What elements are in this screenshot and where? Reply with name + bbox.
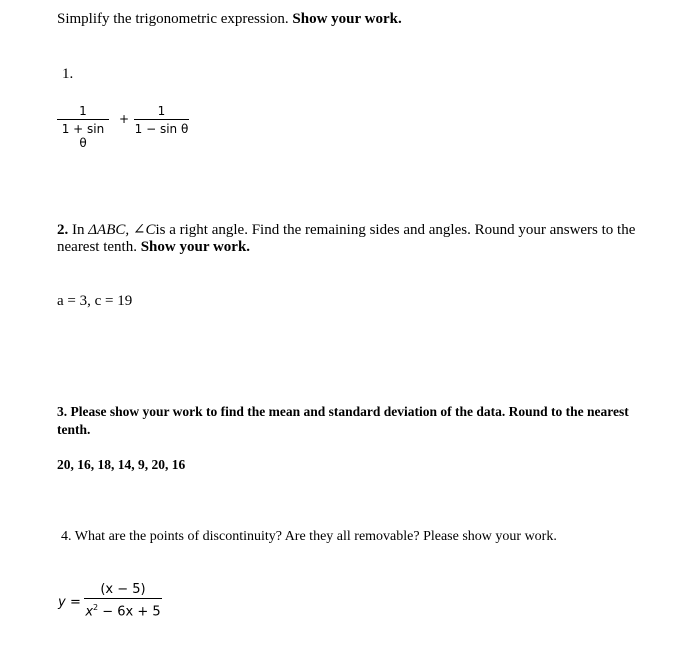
q2-number: 2. <box>57 222 69 238</box>
q2-text-in: In <box>72 222 85 238</box>
q4-text: 4. What are the points of discontinuity? Are they all removable? Please show your work. <box>61 529 557 544</box>
q4-fraction <box>84 583 162 619</box>
q1-frac2-bar <box>134 119 189 120</box>
q2-angle: ∠C <box>132 222 156 238</box>
q1-fraction-1 <box>57 104 109 150</box>
q4-den-rest: − 6x + 5 <box>102 604 161 620</box>
q4-denominator <box>84 601 162 619</box>
instruction-bold: Show your work. <box>292 11 402 27</box>
q2-text-rest: is a right angle. Find the remaining sides and angles. Round your answers to the <box>155 222 636 238</box>
instruction-line <box>57 11 402 28</box>
q2-line-2 <box>57 239 250 256</box>
q1-frac1-denominator: 1 + sin θ <box>61 122 105 150</box>
q1-frac1-bar <box>57 119 109 120</box>
instruction-text: Simplify the trigonometric expression. <box>57 11 289 27</box>
q1-frac2-numerator: 1 <box>157 104 166 118</box>
q2-line2-text: nearest tenth. <box>57 239 137 255</box>
q4-numerator: (x − 5) <box>100 582 146 597</box>
q3-line-2: tenth. <box>57 422 91 437</box>
q1-number: 1. <box>62 66 74 82</box>
q1-plus: + <box>119 112 130 126</box>
q3-data: 20, 16, 18, 14, 9, 20, 16 <box>57 457 186 472</box>
q4-equals: = <box>70 595 81 610</box>
q2-bold: Show your work. <box>140 239 251 255</box>
q2-triangle: ΔABC, <box>88 222 130 238</box>
q1-frac1-numerator: 1 <box>79 104 87 118</box>
q1-frac2-denominator: 1 − sin θ <box>134 122 189 136</box>
q2-line-1 <box>57 220 635 239</box>
q4-den-exponent: 2 <box>93 603 99 612</box>
q1-fraction-2 <box>134 104 189 136</box>
q4-lhs: y <box>58 595 66 610</box>
q4-fraction-bar <box>84 598 162 599</box>
q3-line-1: 3. Please show your work to find the mean and standard deviation of the data. Round to the nearest <box>57 404 629 419</box>
q2-given-values: a = 3, c = 19 <box>57 293 133 309</box>
q4-den-x: x <box>85 604 94 620</box>
